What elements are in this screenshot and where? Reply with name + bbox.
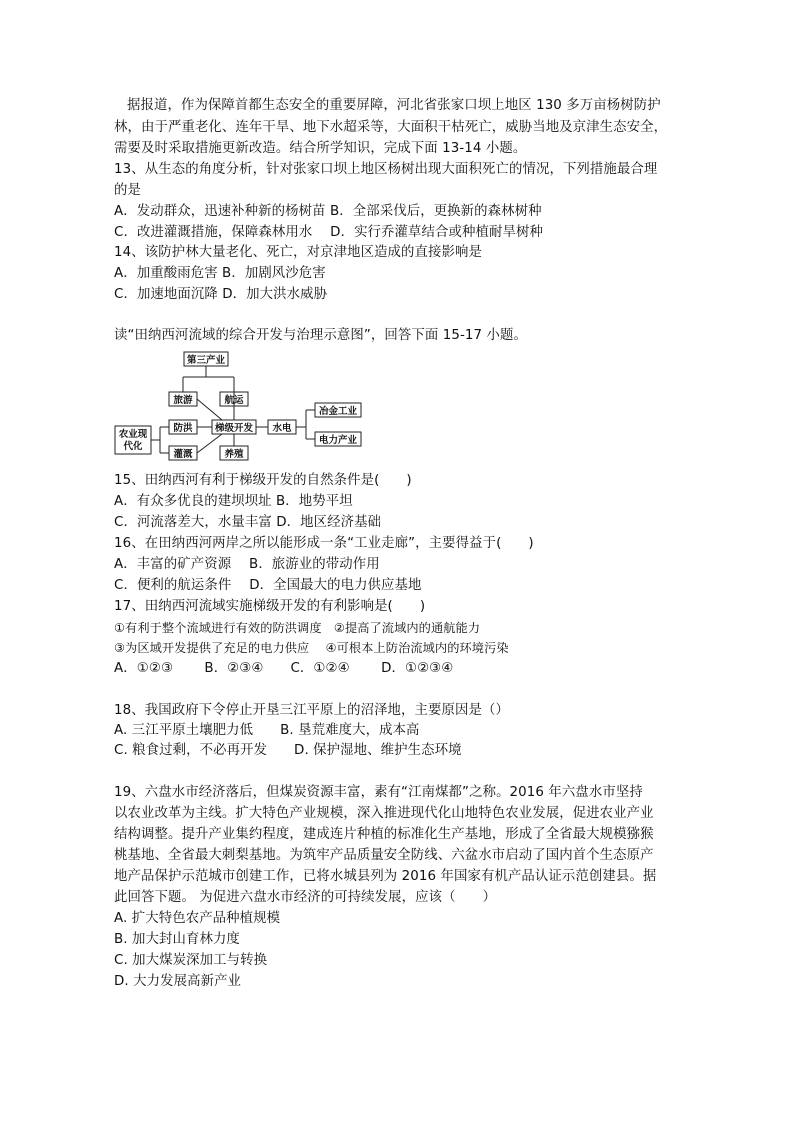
question-17-options: A．①②③ B．②③④ C．①②④ D．①②③④ xyxy=(114,661,454,676)
question-14-stem: 14、该防护林大量老化、死亡，对京津地区造成的直接影响是 xyxy=(114,245,482,260)
diagram-node-agriculture: 农业现 xyxy=(118,429,148,440)
diagram-node-metallurgy: 冶金工业 xyxy=(318,406,358,417)
question-13-stem: 13、从生态的角度分析，针对张家口坝上地区杨树出现大面积死亡的情况，下列措施最合理 xyxy=(114,162,658,177)
question-19-stem: 以农业改革为主线。扩大特色产业规模，深入推进现代化山地特色农业发展，促进农业产业 xyxy=(114,806,654,821)
diagram-node-agriculture: 代化 xyxy=(123,441,143,452)
tennessee-river-diagram xyxy=(112,348,368,464)
question-18-option: A. 三江平原土壤肥力低 B. 垦荒难度大，成本高 xyxy=(114,723,420,738)
question-19-option: B. 加大封山育林力度 xyxy=(114,932,240,947)
diagram-intro: 读“田纳西河流域的综合开发与治理示意图”，回答下面 15-17 小题。 xyxy=(114,328,527,343)
diagram-node-cascade: 梯级开发 xyxy=(214,423,254,434)
question-13-option: C．改进灌溉措施，保障森林用水 D．实行乔灌草结合或种植耐旱树种 xyxy=(114,225,543,240)
diagram-node-tertiary: 第三产业 xyxy=(186,355,226,366)
diagram-node-flood: 防洪 xyxy=(173,423,193,434)
passage-line: 据报道，作为保障首都生态安全的重要屏障，河北省张家口坝上地区 130 多万亩杨树防护 xyxy=(127,98,661,113)
passage-line: 需要及时采取措施更新改造。结合所学知识，完成下面 13-14 小题。 xyxy=(114,141,527,156)
diagram-node-shipping: 航运 xyxy=(224,395,244,406)
question-15-stem: 15、田纳西河有利于梯级开发的自然条件是( ) xyxy=(114,473,412,488)
question-19-option: A. 扩大特色农产品种植规模 xyxy=(114,911,281,926)
diagram-node-tourism: 旅游 xyxy=(173,395,193,406)
question-16-option: A．丰富的矿产资源 B．旅游业的带动作用 xyxy=(114,557,380,572)
question-16-stem: 16、在田纳西河两岸之所以能形成一条“工业走廊”，主要得益于( ) xyxy=(114,536,534,551)
question-18-option: C. 粮食过剩，不必再开发 D. 保护湿地、维护生态环境 xyxy=(114,743,462,758)
question-19-stem: 此回答下题。 为促进六盘水市经济的可持续发展，应该（ ） xyxy=(114,890,497,905)
question-15-option: A．有众多优良的建坝坝址 B．地势平坦 xyxy=(114,494,353,509)
question-13-stem: 的是 xyxy=(114,183,141,198)
diagram-node-power: 电力产业 xyxy=(318,435,358,446)
question-19-option: C. 加大煤炭深加工与转换 xyxy=(114,953,268,968)
question-17-stem: 17、田纳西河流域实施梯级开发的有利影响是( ) xyxy=(114,599,426,614)
question-17-item: ①有利于整个流域进行有效的防洪调度 ②提高了流域内的通航能力 xyxy=(114,621,481,635)
question-19-option: D. 大力发展高新产业 xyxy=(114,974,242,989)
question-17-item: ③为区域开发提供了充足的电力供应 ④可根本上防治流域内的环境污染 xyxy=(114,641,509,655)
question-14-option: A．加重酸雨危害 B．加剧风沙危害 xyxy=(114,266,326,281)
question-16-option: C．便利的航运条件 D．全国最大的电力供应基地 xyxy=(114,578,422,593)
diagram-node-aquaculture: 养殖 xyxy=(224,449,244,460)
question-19-stem: 地产品保护示范城市创建工作，已将水城县列为 2016 年国家有机产品认证示范创建县。据 xyxy=(114,869,657,884)
question-19-stem: 19、六盘水市经济落后，但煤炭资源丰富，素有“江南煤都”之称。2016 年六盘水市坚持 xyxy=(114,785,643,800)
question-14-option: C．加速地面沉降 D．加大洪水威胁 xyxy=(114,287,328,302)
question-18-stem: 18、我国政府下令停止开垦三江平原上的沼泽地，主要原因是（） xyxy=(114,703,509,718)
diagram-node-irrigation: 灌溉 xyxy=(173,449,193,460)
passage-line: 林，由于严重老化、连年干旱、地下水超采等，大面积干枯死亡，威胁当地及京津生态安全， xyxy=(114,120,668,135)
question-13-option: A．发动群众，迅速补种新的杨树苗 B．全部采伐后，更换新的森林树种 xyxy=(114,204,542,219)
question-19-stem: 结构调整。提升产业集约程度，建成连片种植的标准化生产基地，形成了全省最大规模猕猴 xyxy=(114,827,654,842)
question-15-option: C．河流落差大，水量丰富 D．地区经济基础 xyxy=(114,515,382,530)
question-19-stem: 桃基地、全省最大刺梨基地。为筑牢产品质量安全防线、六盆水市启动了国内首个生态原产 xyxy=(114,848,654,863)
diagram-node-hydro: 水电 xyxy=(272,423,292,434)
